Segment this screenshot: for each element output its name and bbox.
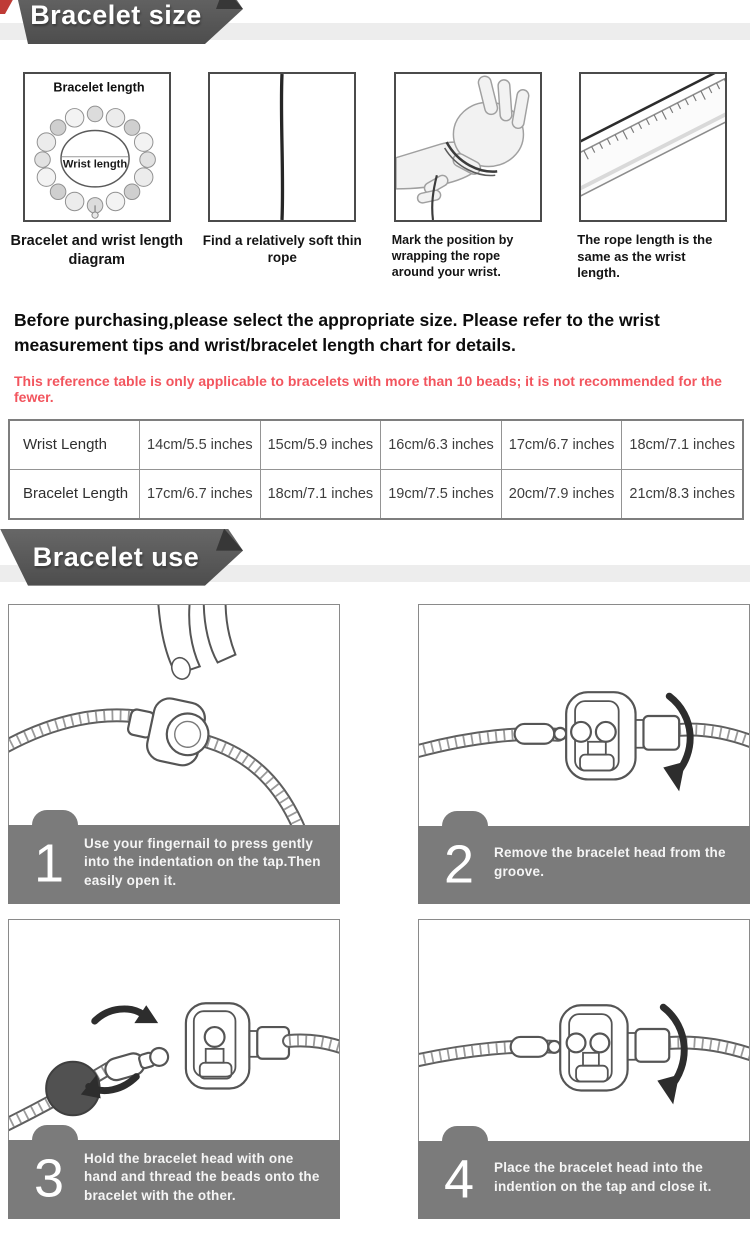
banner-ribbon — [0, 0, 246, 44]
guide-caption: Mark the position by wrapping the rope around your wrist. — [391, 233, 514, 279]
step-text: Remove the bracelet head from the groove. — [494, 845, 726, 880]
bracelet-use-banner — [0, 529, 750, 586]
step-4-illustration — [418, 919, 750, 1145]
row-header: Wrist Length — [9, 420, 140, 470]
table-cell: 16cm/6.3 inches — [381, 420, 502, 470]
measuring-guide-row — [4, 72, 746, 282]
table-row — [9, 469, 743, 519]
table-cell: 15cm/5.9 inches — [260, 420, 381, 470]
step-2-illustration — [418, 604, 750, 830]
wrist-wrap-image — [394, 72, 542, 222]
sizing-intro-text: Before purchasing,please select the appropriate size. Please refer to the wrist measurement tips and wrist/bracelet length chart for details. — [14, 309, 660, 355]
bracelet-length-label: Bracelet length — [53, 80, 145, 95]
usage-steps-grid — [8, 604, 750, 1219]
guide-caption: Find a relatively soft thin rope — [202, 233, 362, 266]
size-chart-table — [8, 419, 744, 520]
step-1-caption-bar — [8, 825, 340, 904]
table-cell: 18cm/7.1 inches — [622, 420, 743, 470]
rope-image — [208, 72, 356, 222]
step-number: 1 — [33, 833, 65, 894]
step-text: Hold the bracelet head with one hand and thread the beads onto the bracelet with the other. — [84, 1150, 320, 1203]
bracelet-size-banner — [0, 0, 750, 44]
guide-step-ruler — [561, 72, 747, 282]
step-text: Use your fingernail to press gently into the indentation on the tap.Then easily open it. — [84, 835, 321, 888]
guide-caption: Bracelet and wrist length diagram — [10, 233, 183, 268]
table-cell: 18cm/7.1 inches — [260, 469, 381, 519]
guide-step-diagram — [4, 72, 190, 282]
guide-step-rope — [190, 72, 376, 282]
usage-step-1 — [8, 604, 340, 904]
table-cell: 21cm/8.3 inches — [622, 469, 743, 519]
section-title: Bracelet size — [30, 0, 202, 30]
step-3-illustration — [8, 919, 340, 1145]
table-cell: 17cm/6.7 inches — [501, 420, 622, 470]
usage-step-2 — [418, 604, 750, 904]
row-header: Bracelet Length — [9, 469, 140, 519]
table-row — [9, 420, 743, 470]
step-number: 2 — [443, 833, 475, 894]
table-cell: 19cm/7.5 inches — [381, 469, 502, 519]
usage-step-4 — [418, 919, 750, 1219]
ruler-image — [579, 72, 727, 222]
table-cell: 17cm/6.7 inches — [140, 469, 261, 519]
step-3-caption-bar — [8, 1140, 340, 1219]
table-warning-text: This reference table is only applicable to bracelets with more than 10 beads; it is not recommended for the fewer. — [14, 372, 722, 405]
section-title: Bracelet use — [32, 541, 200, 572]
step-2-caption-bar — [418, 826, 750, 904]
guide-caption: The rope length is the same as the wrist length. — [577, 232, 713, 281]
wrist-length-label: Wrist length — [62, 158, 127, 171]
table-cell: 14cm/5.5 inches — [140, 420, 261, 470]
guide-step-wrap — [375, 72, 561, 282]
bracelet-diagram-image — [23, 72, 171, 222]
step-4-caption-bar — [418, 1141, 750, 1219]
table-cell: 20cm/7.9 inches — [501, 469, 622, 519]
banner-ribbon — [0, 529, 246, 586]
step-number: 3 — [33, 1148, 65, 1209]
step-text: Place the bracelet head into the indention on the tap and close it. — [494, 1160, 712, 1195]
step-1-illustration — [8, 604, 340, 830]
step-number: 4 — [443, 1148, 475, 1209]
usage-step-3 — [8, 919, 340, 1219]
